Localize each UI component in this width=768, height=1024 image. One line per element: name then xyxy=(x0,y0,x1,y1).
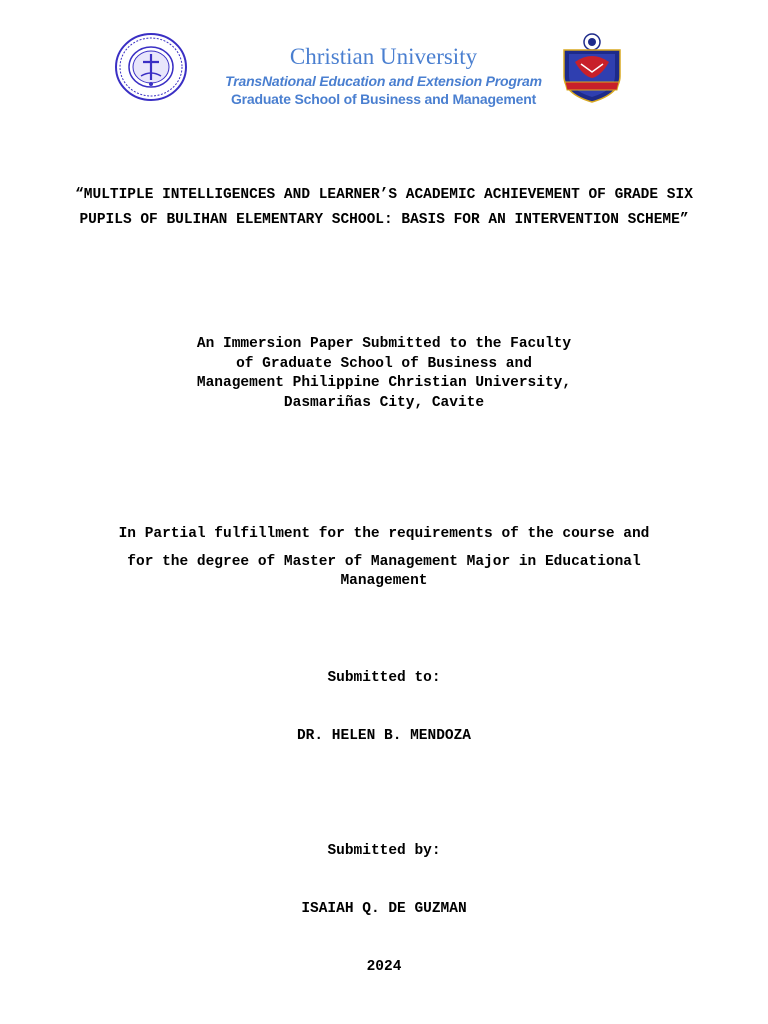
program-shield-crest-icon xyxy=(561,32,623,104)
school-name: Graduate School of Business and Management xyxy=(230,91,537,107)
fulfillment-statement xyxy=(80,506,688,591)
immersion-statement: An Immersion Paper Submitted to the Faculty of Graduate School of Business and Management Philippine Christian University, Dasmariñas City, Cavite xyxy=(196,336,572,411)
university-name: Christian University xyxy=(289,44,478,69)
program-name: TransNational Education and Extension Program xyxy=(225,73,542,89)
author-name: ISAIAH Q. DE GUZMAN xyxy=(301,901,467,917)
submitted-to-label: Submitted to: xyxy=(327,670,441,686)
letterhead xyxy=(0,0,768,120)
university-seal-icon xyxy=(114,32,188,102)
document-title: “MULTIPLE INTELLIGENCES AND LEARNER’S ACADEMIC ACHIEVEMENT OF GRADE SIX PUPILS OF BULIHAN ELEMENTARY SCHOOL: BASIS FOR AN INTERVENTION SCHEME” xyxy=(75,187,693,228)
year: 2024 xyxy=(366,959,402,975)
letterhead-text xyxy=(200,42,567,108)
fulfillment-line-1: In Partial fulfillment for the requirements of the course and xyxy=(118,526,650,542)
submitted-by-label: Submitted by: xyxy=(327,843,441,859)
adviser-name: DR. HELEN B. MENDOZA xyxy=(296,728,472,744)
fulfillment-line-2: for the degree of Master of Management Major in Educational Management xyxy=(127,554,641,589)
